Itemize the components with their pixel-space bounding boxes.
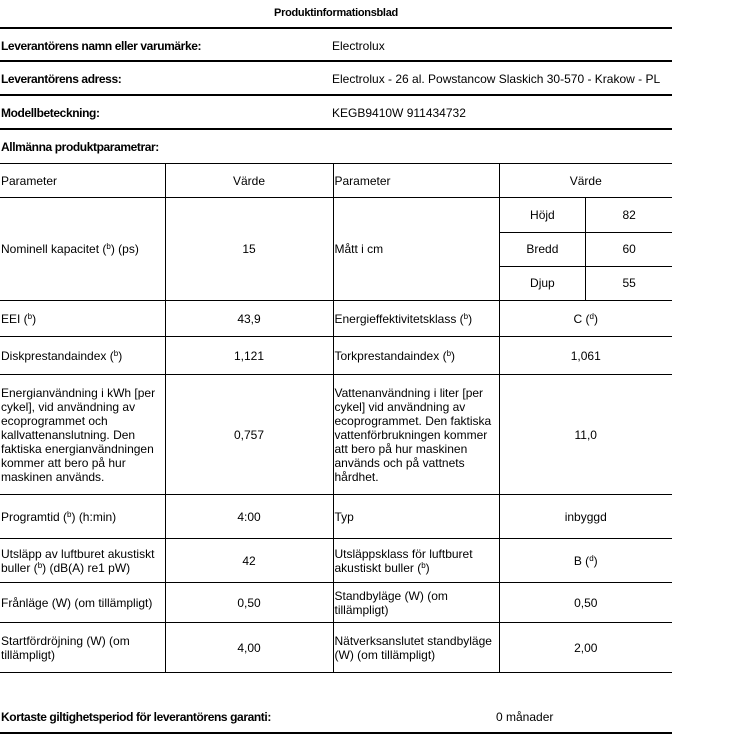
table-row <box>0 301 672 337</box>
supplier-label: Leverantörens namn eller varumärke: <box>1 39 202 53</box>
drying-index-label: Torkprestandaindex ($^b$) <box>333 337 499 375</box>
delay-start-label: Startfördröjning (W) (om tillämpligt) <box>0 623 165 673</box>
dimensions-cell <box>499 198 672 301</box>
depth-value: 55 <box>586 266 672 300</box>
divider <box>0 27 672 29</box>
header-value: Värde <box>165 164 333 198</box>
table-row <box>0 337 672 375</box>
cleaning-index-value: 1,121 <box>165 337 333 375</box>
capacity-label: Nominell kapacitet ($^b$) (ps) <box>0 198 165 301</box>
drying-index-value: 1,061 <box>499 337 672 375</box>
program-time-value: 4:00 <box>165 495 333 539</box>
network-standby-label: Nätverksanslutet standbyläge (W) (om tillämpligt) <box>333 623 499 673</box>
height-label: Höjd <box>500 198 586 232</box>
divider <box>0 732 672 734</box>
table-row <box>0 198 672 301</box>
width-label: Bredd <box>500 232 586 266</box>
warranty-value: 0 månader <box>496 710 554 724</box>
noise-class-label: Utsläppsklass för luftburet akustiskt buller ($^b$) <box>333 539 499 583</box>
delay-start-value: 4,00 <box>165 623 333 673</box>
energy-class-label: Energieffektivitetsklass ($^b$) <box>333 301 499 337</box>
warranty-label: Kortaste giltighetsperiod för leverantörens garanti: <box>1 710 271 724</box>
energy-consumption-value: 0,757 <box>165 375 333 495</box>
general-params-label: Allmänna produktparametrar: <box>1 140 159 154</box>
cleaning-index-label: Diskprestandaindex ($^b$) <box>0 337 165 375</box>
water-consumption-value: 11,0 <box>499 375 672 495</box>
page-title: Produktinformationsblad <box>274 7 398 19</box>
type-label: Typ <box>333 495 499 539</box>
off-mode-value: 0,50 <box>165 583 333 623</box>
table-row <box>0 583 672 623</box>
parameter-table <box>0 163 672 673</box>
energy-class-value: C ($^d$) <box>499 301 672 337</box>
header-parameter: Parameter <box>333 164 499 198</box>
supplier-value: Electrolux <box>332 39 385 53</box>
program-time-label: Programtid ($^b$) (h:min) <box>0 495 165 539</box>
divider <box>0 60 672 62</box>
depth-label: Djup <box>500 266 586 300</box>
table-row <box>0 623 672 673</box>
dimensions-table <box>500 198 673 300</box>
eei-label: EEI ($^b$) <box>0 301 165 337</box>
type-value: inbyggd <box>499 495 672 539</box>
table-row <box>0 539 672 583</box>
divider <box>0 94 672 96</box>
width-value: 60 <box>586 232 672 266</box>
header-value: Värde <box>499 164 672 198</box>
table-row <box>0 375 672 495</box>
noise-value: 42 <box>165 539 333 583</box>
standby-value: 0,50 <box>499 583 672 623</box>
dimensions-label: Mått i cm <box>333 198 499 301</box>
address-value: Electrolux - 26 al. Powstancow Slaskich 30-570 - Krakow - PL <box>332 72 661 86</box>
table-row <box>0 164 672 198</box>
energy-consumption-label: Energianvändning i kWh [per cykel], vid användning av ecoprogrammet och kallvattenanslutning. Den faktiska energianvändningen kommer att bero på hur maskinen används. <box>0 375 165 495</box>
water-consumption-label: Vattenanvändning i liter [per cykel] vid användning av ecoprogrammet. Den faktiska vattenförbrukningen kommer att bero på hur maskinen används och på vattnets hårdhet. <box>333 375 499 495</box>
network-standby-value: 2,00 <box>499 623 672 673</box>
height-value: 82 <box>586 198 672 232</box>
eei-value: 43,9 <box>165 301 333 337</box>
capacity-value: 15 <box>165 198 333 301</box>
off-mode-label: Frånläge (W) (om tillämpligt) <box>0 583 165 623</box>
standby-label: Standbyläge (W) (om tillämpligt) <box>333 583 499 623</box>
noise-class-value: B ($^d$) <box>499 539 672 583</box>
model-label: Modellbeteckning: <box>1 106 100 120</box>
noise-label: Utsläpp av luftburet akustiskt buller ($^b$) (dB(A) re1 pW) <box>0 539 165 583</box>
model-value: KEGB9410W 911434732 <box>332 106 466 120</box>
header-parameter: Parameter <box>0 164 165 198</box>
address-label: Leverantörens adress: <box>1 72 122 86</box>
table-row <box>0 495 672 539</box>
divider <box>0 128 672 130</box>
